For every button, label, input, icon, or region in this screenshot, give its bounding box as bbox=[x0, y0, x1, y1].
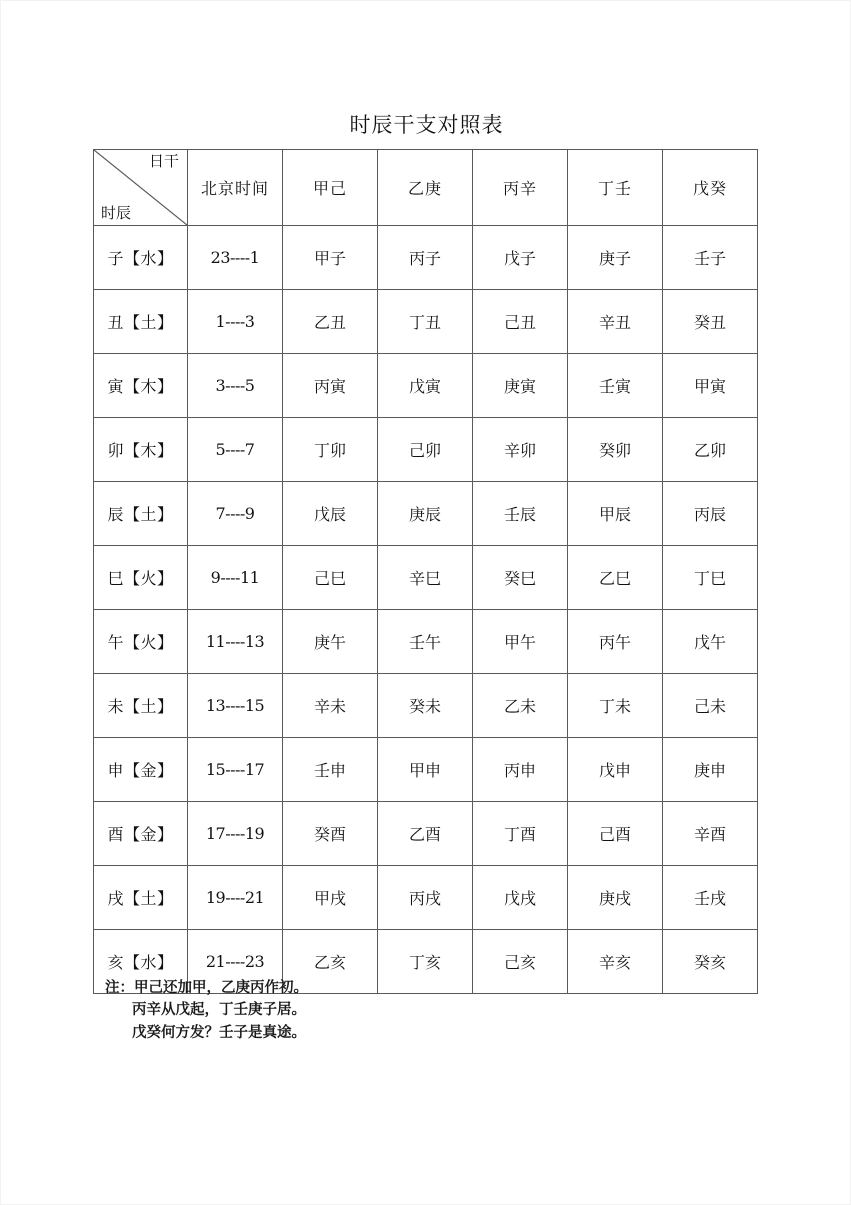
footnotes bbox=[105, 977, 705, 1044]
cell-branch: 卯【木】 bbox=[94, 418, 188, 482]
cell-stem-jiaji: 丁卯 bbox=[283, 418, 378, 482]
cell-stem-dingren: 戊申 bbox=[568, 738, 663, 802]
cell-stem-dingren: 庚子 bbox=[568, 226, 663, 290]
cell-branch: 巳【火】 bbox=[94, 546, 188, 610]
cell-stem-bingxin: 己亥 bbox=[473, 930, 568, 994]
cell-stem-jiaji: 庚午 bbox=[283, 610, 378, 674]
cell-stem-yigeng: 丁亥 bbox=[378, 930, 473, 994]
cell-branch: 申【金】 bbox=[94, 738, 188, 802]
cell-stem-jiaji: 癸酉 bbox=[283, 802, 378, 866]
cell-stem-wugui: 丁巳 bbox=[663, 546, 758, 610]
cell-time: 15----17 bbox=[188, 738, 283, 802]
cell-time: 7----9 bbox=[188, 482, 283, 546]
corner-header-day-stem-label: 日干 bbox=[148, 152, 179, 170]
page-title: 时辰干支对照表 bbox=[349, 113, 504, 137]
cell-stem-yigeng: 乙酉 bbox=[378, 802, 473, 866]
footnote-line-2: 丙辛从戊起，丁壬庚子居。 bbox=[132, 1001, 306, 1019]
column-header-beijing-time: 北京时间 bbox=[188, 150, 283, 226]
cell-stem-bingxin: 乙未 bbox=[473, 674, 568, 738]
cell-time: 17----19 bbox=[188, 802, 283, 866]
cell-branch: 戌【土】 bbox=[94, 866, 188, 930]
cell-stem-yigeng: 丁丑 bbox=[378, 290, 473, 354]
cell-time: 21----23 bbox=[188, 930, 283, 994]
table-row bbox=[94, 226, 758, 290]
table-row bbox=[94, 546, 758, 610]
table-row bbox=[94, 418, 758, 482]
cell-stem-dingren: 癸卯 bbox=[568, 418, 663, 482]
cell-stem-jiaji: 己巳 bbox=[283, 546, 378, 610]
cell-branch: 丑【土】 bbox=[94, 290, 188, 354]
cell-stem-wugui: 癸丑 bbox=[663, 290, 758, 354]
cell-time: 1----3 bbox=[188, 290, 283, 354]
corner-header-cell bbox=[94, 150, 188, 226]
table-row bbox=[94, 610, 758, 674]
table-header-row bbox=[94, 150, 758, 226]
cell-stem-dingren: 甲辰 bbox=[568, 482, 663, 546]
ganzhi-reference-table bbox=[93, 149, 758, 994]
table-row bbox=[94, 354, 758, 418]
cell-branch: 亥【水】 bbox=[94, 930, 188, 994]
cell-stem-bingxin: 壬辰 bbox=[473, 482, 568, 546]
column-header-dingren: 丁壬 bbox=[568, 150, 663, 226]
cell-stem-wugui: 己未 bbox=[663, 674, 758, 738]
cell-stem-jiaji: 辛未 bbox=[283, 674, 378, 738]
cell-stem-wugui: 甲寅 bbox=[663, 354, 758, 418]
corner-header-hour-branch-label: 时辰 bbox=[101, 203, 132, 222]
cell-time: 11----13 bbox=[188, 610, 283, 674]
cell-stem-bingxin: 辛卯 bbox=[473, 418, 568, 482]
table-row bbox=[94, 290, 758, 354]
cell-stem-yigeng: 甲申 bbox=[378, 738, 473, 802]
cell-time: 19----21 bbox=[188, 866, 283, 930]
footnote-line-1: 注：甲己还加甲，乙庚丙作初。 bbox=[105, 979, 308, 996]
cell-stem-jiaji: 乙亥 bbox=[283, 930, 378, 994]
cell-stem-jiaji: 甲子 bbox=[283, 226, 378, 290]
cell-stem-jiaji: 戊辰 bbox=[283, 482, 378, 546]
table-row bbox=[94, 482, 758, 546]
cell-branch: 子【水】 bbox=[94, 226, 188, 290]
cell-stem-dingren: 己酉 bbox=[568, 802, 663, 866]
cell-stem-wugui: 辛酉 bbox=[663, 802, 758, 866]
cell-stem-bingxin: 丁酉 bbox=[473, 802, 568, 866]
cell-stem-dingren: 丙午 bbox=[568, 610, 663, 674]
cell-stem-bingxin: 庚寅 bbox=[473, 354, 568, 418]
cell-stem-bingxin: 癸巳 bbox=[473, 546, 568, 610]
cell-branch: 酉【金】 bbox=[94, 802, 188, 866]
cell-branch: 辰【土】 bbox=[94, 482, 188, 546]
cell-stem-bingxin: 戊子 bbox=[473, 226, 568, 290]
cell-stem-yigeng: 己卯 bbox=[378, 418, 473, 482]
cell-stem-bingxin: 己丑 bbox=[473, 290, 568, 354]
table-row bbox=[94, 738, 758, 802]
cell-stem-jiaji: 壬申 bbox=[283, 738, 378, 802]
cell-stem-wugui: 乙卯 bbox=[663, 418, 758, 482]
cell-stem-dingren: 庚戌 bbox=[568, 866, 663, 930]
cell-time: 9----11 bbox=[188, 546, 283, 610]
table-row bbox=[94, 802, 758, 866]
cell-stem-jiaji: 丙寅 bbox=[283, 354, 378, 418]
cell-stem-yigeng: 壬午 bbox=[378, 610, 473, 674]
cell-stem-wugui: 壬子 bbox=[663, 226, 758, 290]
cell-time: 13----15 bbox=[188, 674, 283, 738]
cell-stem-wugui: 丙辰 bbox=[663, 482, 758, 546]
column-header-wugui: 戊癸 bbox=[663, 150, 758, 226]
cell-stem-jiaji: 甲戌 bbox=[283, 866, 378, 930]
cell-stem-bingxin: 甲午 bbox=[473, 610, 568, 674]
cell-stem-yigeng: 丙戌 bbox=[378, 866, 473, 930]
cell-time: 3----5 bbox=[188, 354, 283, 418]
cell-stem-dingren: 辛丑 bbox=[568, 290, 663, 354]
cell-stem-bingxin: 丙申 bbox=[473, 738, 568, 802]
cell-stem-wugui: 壬戌 bbox=[663, 866, 758, 930]
cell-branch: 寅【木】 bbox=[94, 354, 188, 418]
footnote-line-3: 戊癸何方发？壬子是真途。 bbox=[132, 1023, 306, 1041]
cell-stem-bingxin: 戊戌 bbox=[473, 866, 568, 930]
cell-time: 23----1 bbox=[188, 226, 283, 290]
table-row bbox=[94, 674, 758, 738]
cell-stem-wugui: 癸亥 bbox=[663, 930, 758, 994]
cell-time: 5----7 bbox=[188, 418, 283, 482]
column-header-yigeng: 乙庚 bbox=[378, 150, 473, 226]
cell-stem-dingren: 乙巳 bbox=[568, 546, 663, 610]
cell-stem-yigeng: 辛巳 bbox=[378, 546, 473, 610]
cell-stem-wugui: 戊午 bbox=[663, 610, 758, 674]
cell-stem-dingren: 壬寅 bbox=[568, 354, 663, 418]
cell-stem-dingren: 丁未 bbox=[568, 674, 663, 738]
cell-stem-dingren: 辛亥 bbox=[568, 930, 663, 994]
cell-stem-yigeng: 丙子 bbox=[378, 226, 473, 290]
table-row bbox=[94, 866, 758, 930]
cell-branch: 未【土】 bbox=[94, 674, 188, 738]
cell-stem-yigeng: 庚辰 bbox=[378, 482, 473, 546]
cell-stem-jiaji: 乙丑 bbox=[283, 290, 378, 354]
cell-stem-wugui: 庚申 bbox=[663, 738, 758, 802]
cell-stem-yigeng: 戊寅 bbox=[378, 354, 473, 418]
column-header-jiaji: 甲己 bbox=[283, 150, 378, 226]
cell-branch: 午【火】 bbox=[94, 610, 188, 674]
cell-stem-yigeng: 癸未 bbox=[378, 674, 473, 738]
column-header-bingxin: 丙辛 bbox=[473, 150, 568, 226]
